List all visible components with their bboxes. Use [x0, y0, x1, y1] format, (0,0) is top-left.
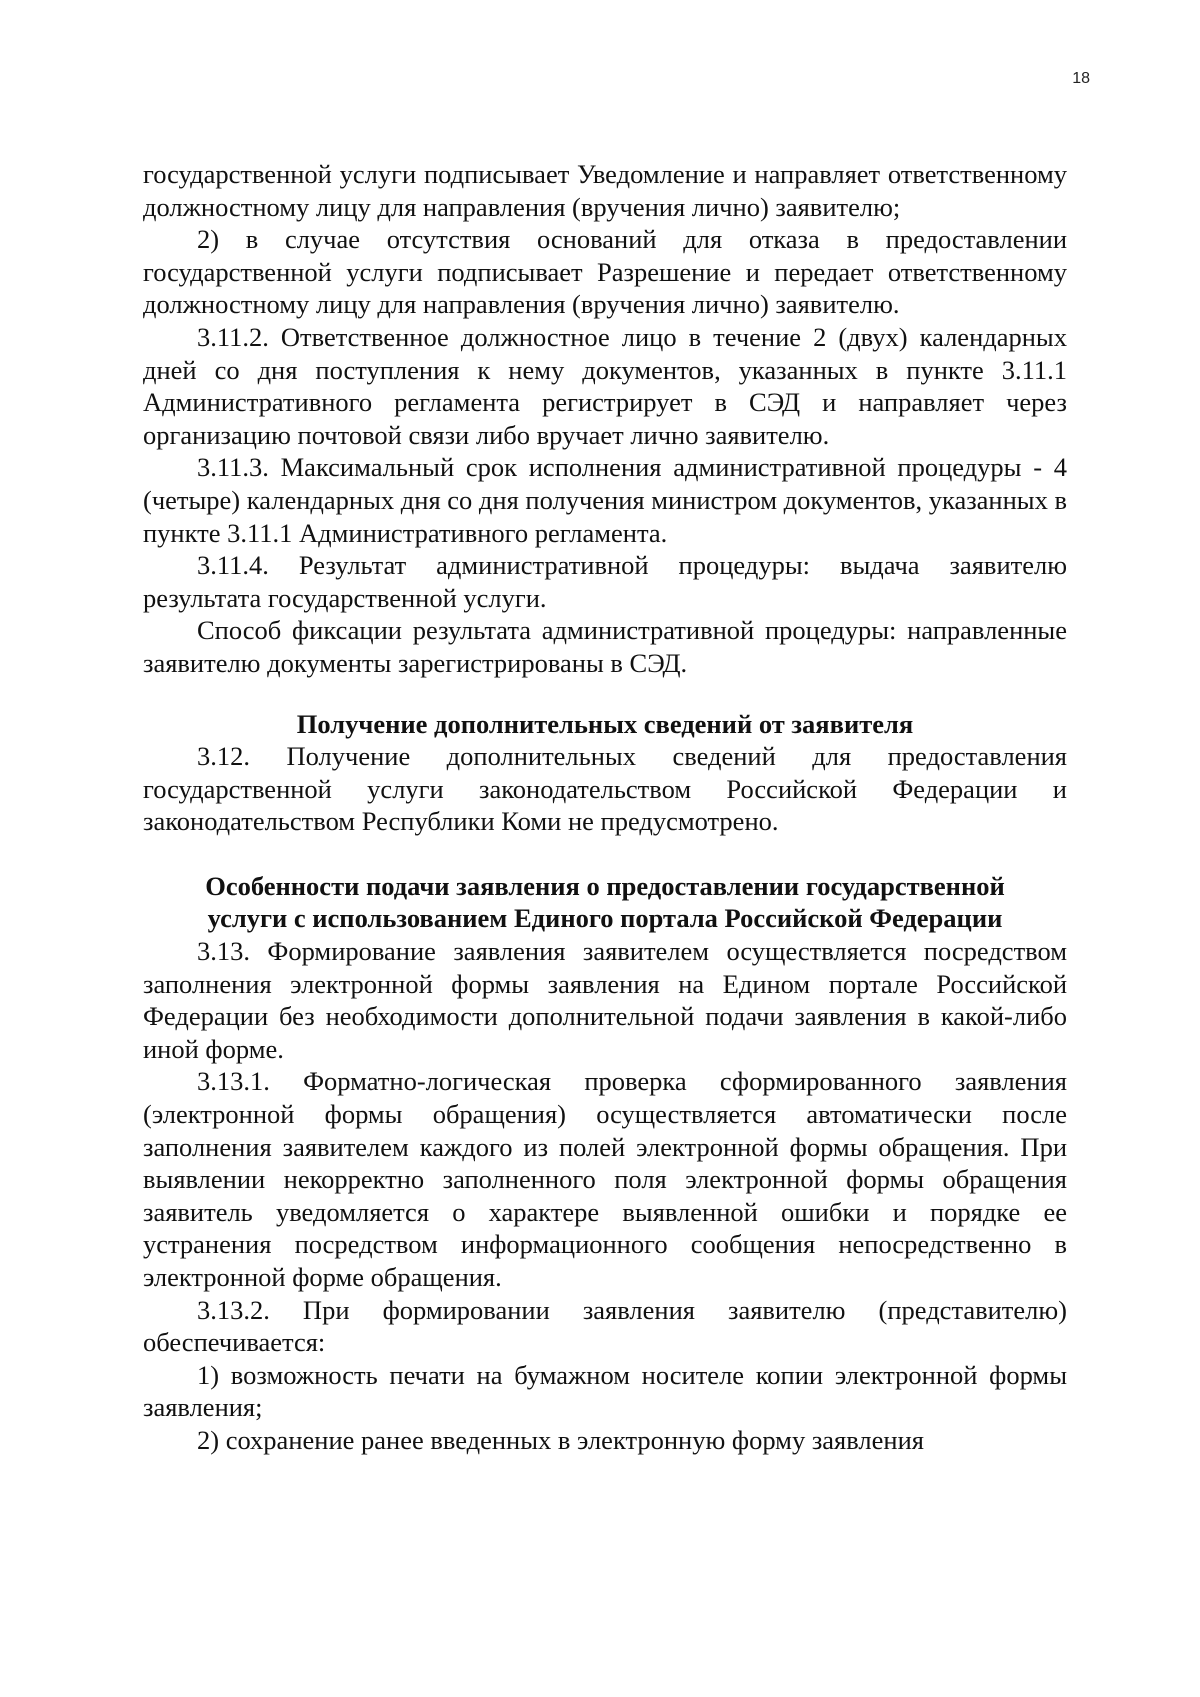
- section-heading-additional-info: Получение дополнительных сведений от заявителя: [296, 708, 914, 739]
- paragraph-continuation: государственной услуги подписывает Уведомление и направляет ответственному должностному лицу для направления (вручения лично) заявителю;: [143, 159, 1067, 222]
- paragraph-3-11-2: 3.11.2. Ответственное должностное лицо в течение 2 (двух) календарных дней со дня поступления к нему документов, указанных в пункте 3.11.1 Административного регламента регистрирует в СЭД и направляет через организацию почтовой связи либо вручает лично заявителю.: [143, 321, 1067, 450]
- paragraph-3-11-4: 3.11.4. Результат административной процедуры: выдача заявителю результата государственной услуги.: [143, 550, 1067, 613]
- paragraph-3-11-3: 3.11.3. Максимальный срок исполнения административной процедуры - 4 (четыре) календарных дня со дня получения министром документов, указанных в пункте 3.11.1 Административного регламента.: [143, 452, 1067, 548]
- paragraph-fixation-method: Способ фиксации результата административной процедуры: направленные заявителю документы зарегистрированы в СЭД.: [143, 615, 1067, 678]
- paragraph-list-item-1: 1) возможность печати на бумажном носителе копии электронной формы заявления;: [143, 1359, 1067, 1423]
- page-number: 18: [1072, 70, 1090, 87]
- paragraph-item-2: 2) в случае отсутствия оснований для отказа в предоставлении государственной услуги подписывает Разрешение и передает ответственному должностному лицу для направления (вручения лично) заявителю.: [143, 224, 1067, 320]
- section-heading-portal-line2: услуги с использованием Единого портала Российской Федерации: [207, 903, 1003, 934]
- paragraph-3-13: 3.13. Формирование заявления заявителем осуществляется посредством заполнения электронной формы заявления на Едином портале Российской Федерации без необходимости дополнительной подачи заявления в какой-либо иной форме.: [143, 936, 1067, 1064]
- section-heading-portal-line1: Особенности подачи заявления о предоставлении государственной: [205, 870, 1005, 901]
- document-body: [143, 158, 1067, 1457]
- paragraph-3-13-2: 3.13.2. При формировании заявления заявителю (представителю) обеспечивается:: [143, 1294, 1067, 1358]
- paragraph-list-item-2: 2) сохранение ранее введенных в электронную форму заявления: [197, 1424, 924, 1455]
- paragraph-3-13-1: 3.13.1. Форматно-логическая проверка сформированного заявления (электронной формы обращения) осуществляется автоматически после заполнения заявителем каждого из полей электронной формы обращения. При выявлении некорректно заполненного поля электронной формы обращения заявитель уведомляется о характере выявленной ошибки и порядке ее устранения посредством информационного сообщения непосредственно в электронной форме обращения.: [143, 1066, 1067, 1292]
- paragraph-3-12: 3.12. Получение дополнительных сведений для предоставления государственной услуги законодательством Российской Федерации и законодательством Республики Коми не предусмотрено.: [143, 741, 1067, 837]
